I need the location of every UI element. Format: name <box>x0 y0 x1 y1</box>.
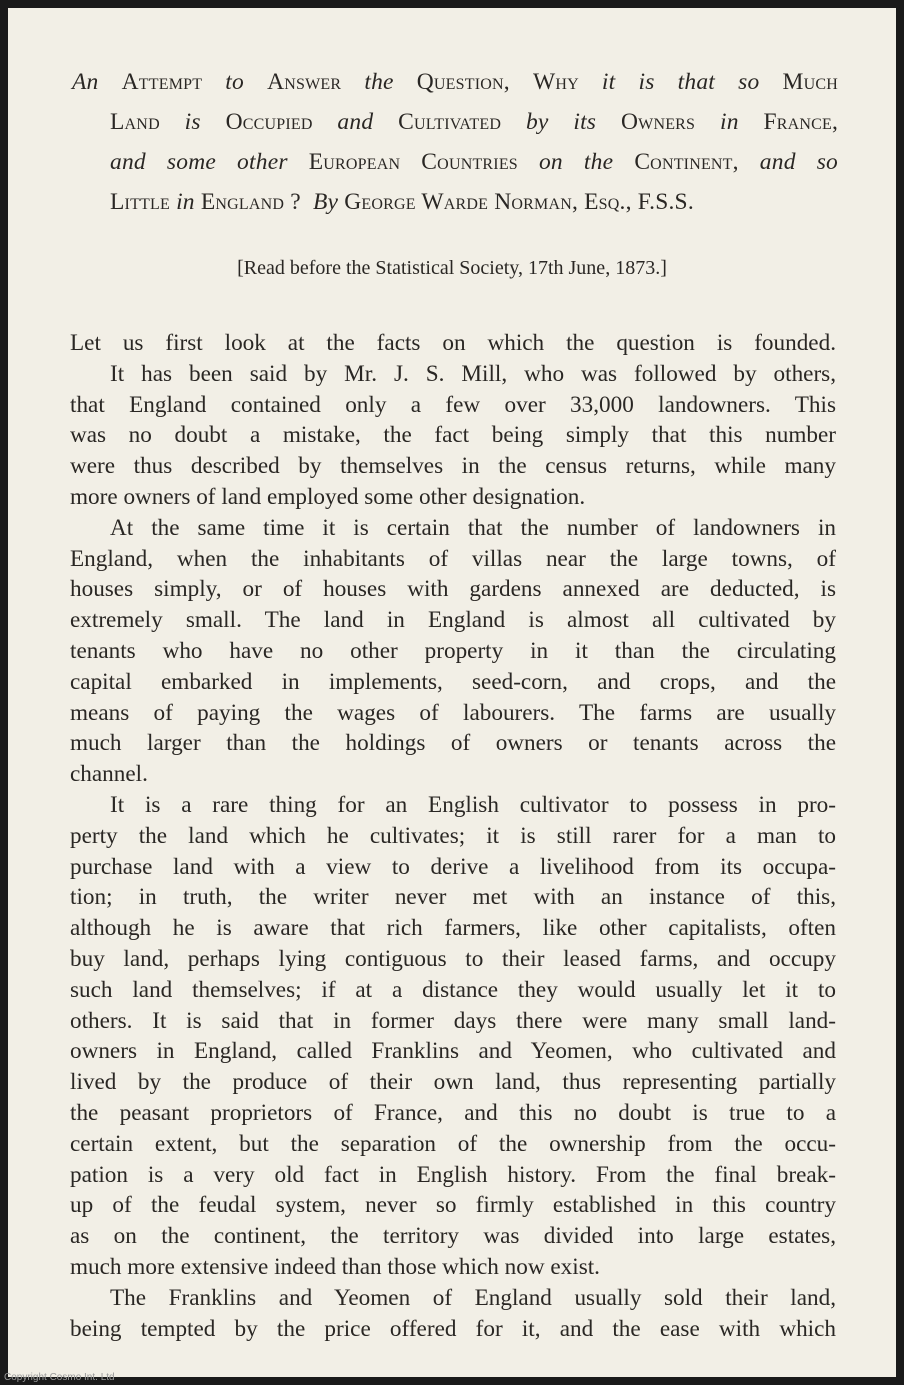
body-line: tenants who have no other property in it than the circulating <box>70 637 836 664</box>
body-line: was no doubt a mistake, the fact being simply that this number <box>70 422 836 449</box>
body-line: It has been said by Mr. J. S. Mill, who was followed by others, <box>110 360 836 387</box>
body-line: owners in England, called Franklins and Yeomen, who cultivated and <box>70 1038 836 1065</box>
body-line: much larger than the holdings of owners or tenants across the <box>70 730 836 757</box>
body-line: tion; in truth, the writer never met with an instance of this, <box>70 884 836 911</box>
body-line: being tempted by the price offered for it, and the ease with which <box>70 1315 836 1342</box>
read-before-note: [Read before the Statistical Society, 17th June, 1873.] <box>237 257 667 279</box>
body-line: such land themselves; if at a distance they would usually let it to <box>70 976 836 1003</box>
body-line: more owners of land employed some other designation. <box>70 483 586 510</box>
body-line: extremely small. The land in England is almost all cultivated by <box>70 607 836 634</box>
body-line: perty the land which he cultivates; it is still rarer for a man to <box>70 822 836 849</box>
body-line: means of paying the wages of labourers. The farms are usually <box>70 699 836 726</box>
body-line: The Franklins and Yeomen of England usually sold their land, <box>110 1284 836 1311</box>
body-line: channel. <box>70 761 148 788</box>
body-line: lived by the produce of their own land, thus representing partially <box>70 1069 836 1096</box>
title-line-4: Little in England ? By George Warde Norman, Esq., F.S.S. <box>110 189 694 215</box>
title-line-3: and some other European Countries on the Continent, and so <box>110 149 838 175</box>
title-line-1: An Attempt to Answer the Question, Why it is that so Much <box>72 69 838 95</box>
body-line: buy land, perhaps lying contiguous to their leased farms, and occupy <box>70 945 836 972</box>
body-line: purchase land with a view to derive a livelihood from its occupa- <box>70 853 836 880</box>
body-line: others. It is said that in former days there were many small land- <box>70 1007 836 1034</box>
body-line: Let us first look at the facts on which the question is founded. <box>70 330 836 356</box>
body-line: pation is a very old fact in English history. From the final break- <box>70 1161 836 1188</box>
body-line: At the same time it is certain that the number of landowners in <box>110 514 836 541</box>
article-body <box>70 328 836 1344</box>
body-line: houses simply, or of houses with gardens annexed are deducted, is <box>70 576 836 603</box>
copyright-notice: Copyright Cosmo Int. Ltd <box>4 1372 115 1383</box>
body-line: the peasant proprietors of France, and this no doubt is true to a <box>70 1099 836 1126</box>
title-line-2: Land is Occupied and Cultivated by its Owners in France, <box>110 109 839 135</box>
body-line: much more extensive indeed than those which now exist. <box>70 1253 600 1280</box>
body-line: as on the continent, the territory was divided into large estates, <box>70 1223 836 1250</box>
body-line: were thus described by themselves in the census returns, while many <box>70 453 836 480</box>
body-line: that England contained only a few over 33,000 landowners. This <box>70 391 836 418</box>
body-line: although he is aware that rich farmers, like other capitalists, often <box>70 915 836 942</box>
article-title <box>72 62 838 222</box>
body-line: capital embarked in implements, seed-corn, and crops, and the <box>70 668 836 695</box>
body-line: up of the feudal system, never so firmly established in this country <box>70 1192 836 1219</box>
body-line: certain extent, but the separation of the ownership from the occu- <box>70 1130 836 1157</box>
document-page <box>8 8 896 1377</box>
body-line: England, when the inhabitants of villas near the large towns, of <box>70 545 836 572</box>
body-line: It is a rare thing for an English cultivator to possess in pro- <box>110 791 836 818</box>
